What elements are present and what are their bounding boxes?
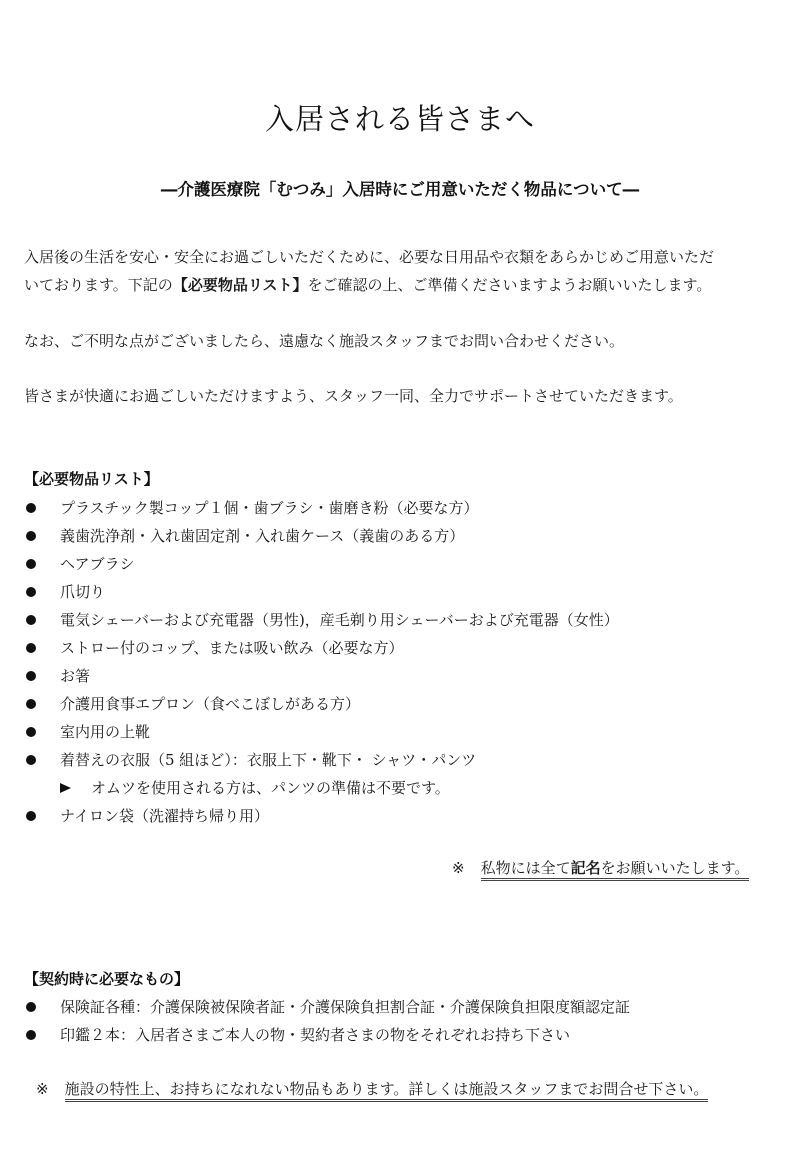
list-item-text: ストロー付のコップ、または吸い飲み（必要な方） [60, 639, 404, 657]
bullet-icon [26, 587, 36, 597]
bullet-icon [26, 727, 36, 737]
list-item-text: 着替えの衣服（5 組ほど）：衣服上下・靴下・ シャツ・パンツ [60, 751, 477, 769]
list-item [24, 522, 464, 550]
arrow-bullet-icon [60, 783, 71, 793]
list-item [24, 606, 619, 634]
closing-paragraph: 皆さまが快適にお過ごしいただけますよう、スタッフ一同、全力でサポートさせていただきます。 [24, 387, 683, 405]
list-item [24, 690, 360, 718]
list-item [24, 578, 105, 606]
bullet-icon [26, 671, 36, 681]
contract-items-heading: 【契約時に必要なもの】 [24, 970, 190, 988]
intro-line-2 [24, 271, 714, 299]
list-item-text: 爪切り [60, 583, 106, 601]
note-emphasis: 記名 [570, 859, 601, 877]
bullet-icon [26, 531, 36, 541]
list-item [24, 1021, 570, 1049]
list-item [24, 802, 269, 830]
list-item [24, 634, 404, 662]
list-item [24, 550, 135, 578]
reference-mark-icon: ※ [452, 859, 465, 877]
list-item-text: 介護用食事エプロン（食べこぼしがある方） [60, 695, 361, 713]
page-subtitle: ―介護医療院「むつみ」入居時にご用意いただく物品について― [160, 180, 640, 199]
intro-paragraph [24, 243, 714, 299]
bullet-icon [26, 699, 36, 709]
bullet-icon [26, 1002, 36, 1012]
bullet-icon [26, 559, 36, 569]
restriction-note-text: 施設の特性上、お持ちになれない物品もあります。詳しくは施設スタッフまでお問合せ下さい。 [65, 1080, 709, 1102]
intro-text: いております。下記の [24, 276, 173, 294]
list-item-text: 義歯洗浄剤・入れ歯固定剤・入れ歯ケース（義歯のある方） [60, 527, 465, 545]
restriction-note [36, 1077, 708, 1101]
bullet-icon [26, 615, 36, 625]
list-item-text: お箸 [60, 667, 91, 685]
list-item [24, 494, 479, 522]
bullet-icon [26, 643, 36, 653]
bullet-icon [26, 811, 36, 821]
note-text-end: をお願いいたします。 [600, 859, 750, 877]
intro-text-end: をご確認の上、ご準備くださいますようお願いいたします。 [307, 276, 712, 294]
note-text: 私物には全て [480, 859, 571, 877]
reference-mark-icon: ※ [36, 1080, 49, 1098]
list-item-text: ナイロン袋（洗濯持ち帰り用） [60, 807, 269, 825]
list-item-text: 電気シェーバーおよび充電器（男性)，産毛剃り用シェーバーおよび充電器（女性） [60, 611, 619, 629]
list-item-text: 保険証各種：介護保険被保険者証・介護保険負担割合証・介護保険負担限度額認定証 [60, 998, 631, 1016]
list-item [24, 993, 630, 1021]
name-label-note [452, 856, 749, 880]
list-item-text: 室内用の上靴 [60, 723, 151, 741]
bullet-icon [26, 755, 36, 765]
required-items-heading: 【必要物品リスト】 [24, 470, 159, 488]
name-label-note-text [481, 859, 750, 881]
list-item-text: 印鑑２本：入居者さまご本人の物・契約者さまの物をそれぞれお持ち下さい [60, 1026, 571, 1044]
required-list-reference: 【必要物品リスト】 [172, 276, 308, 294]
list-item [24, 718, 150, 746]
list-item [24, 746, 476, 774]
list-item-text: プラスチック製コップ１個・歯ブラシ・歯磨き粉（必要な方） [60, 499, 479, 517]
intro-line-1: 入居後の生活を安心・安全にお過ごしいただくために、必要な日用品や衣類をあらかじめご用意いただ [24, 248, 715, 266]
list-item-text: ヘアブラシ [60, 555, 135, 573]
sub-list-item [60, 774, 450, 802]
bullet-icon [26, 503, 36, 513]
page-title: 入居される皆さまへ [264, 102, 535, 137]
bullet-icon [26, 1030, 36, 1040]
list-item [24, 662, 90, 690]
sub-list-item-text: オムツを使用される方は、パンツの準備は不要です。 [91, 779, 450, 797]
contact-paragraph: なお、ご不明な点がございましたら、遠慮なく施設スタッフまでお問い合わせください。 [24, 332, 625, 350]
